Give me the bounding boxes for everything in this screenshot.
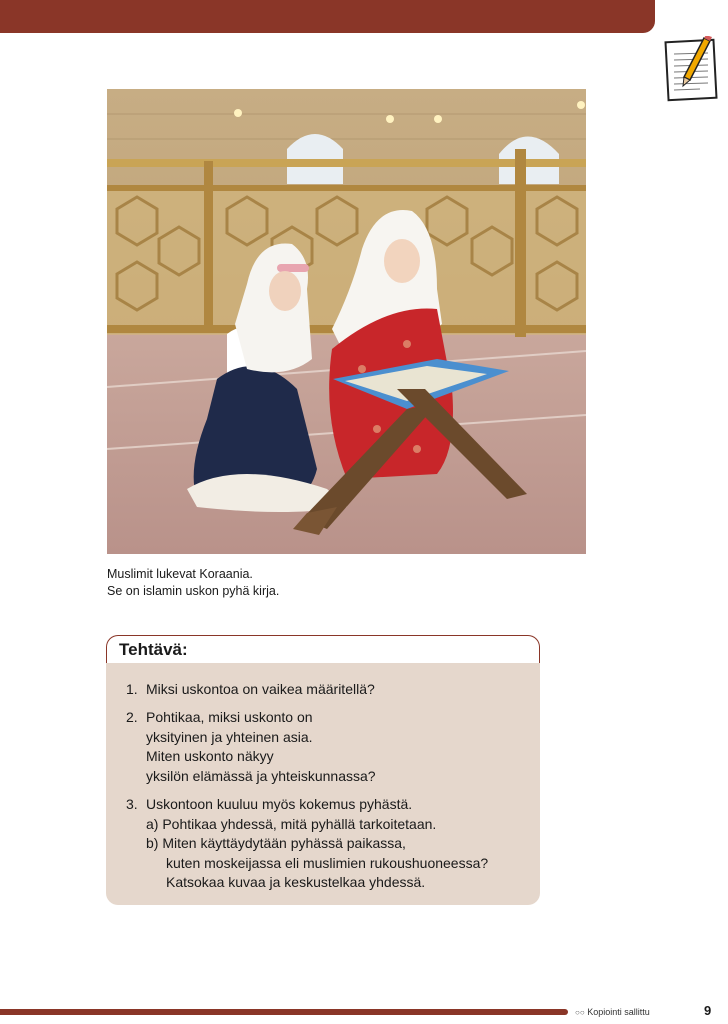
question-3-sub-b-cont: Katsokaa kuvaa ja keskustelkaa yhdessä. <box>166 874 426 890</box>
page-number: 9 <box>704 1003 712 1018</box>
question-3-sub-b-cont: kuten moskeijassa eli muslimien rukoushuoneessa? <box>166 854 489 871</box>
question-2-line: yksilön elämässä ja yhteiskunnassa? <box>146 767 376 784</box>
task-body <box>106 663 540 905</box>
caption-line-1: Muslimit lukevat Koraania. <box>107 567 253 581</box>
question-2-number: 2. <box>126 709 138 725</box>
question-1-number: 1. <box>126 681 138 697</box>
question-2-line: yksityinen ja yhteinen asia. <box>146 728 313 745</box>
question-3-line: Uskontoon kuuluu myös kokemus pyhästä. <box>146 796 413 812</box>
notepad-pencil-icon <box>664 36 718 102</box>
question-3-sub-b: b) Miten käyttäydytään pyhässä paikassa, <box>146 835 406 851</box>
header-bar <box>0 0 655 33</box>
copy-symbol-icon: ○○ <box>575 1008 585 1017</box>
task-header <box>106 635 540 664</box>
question-1-line: Miksi uskontoa on vaikea määritellä? <box>146 681 375 697</box>
footer-bar <box>0 1009 568 1015</box>
photo-girls-reading-quran <box>107 89 586 554</box>
photo-caption <box>107 566 279 600</box>
task-box <box>106 635 540 905</box>
question-3-sub-a: a) Pohtikaa yhdessä, mitä pyhällä tarkoitetaan. <box>146 815 437 832</box>
question-2-line: Miten uskonto näkyy <box>146 748 274 764</box>
question-2-line: Pohtikaa, miksi uskonto on <box>146 709 313 725</box>
copy-permission <box>575 1007 650 1017</box>
question-3-number: 3. <box>126 796 138 812</box>
copy-text: Kopiointi sallittu <box>587 1007 650 1017</box>
task-title: Tehtävä: <box>119 640 188 659</box>
caption-line-2: Se on islamin uskon pyhä kirja. <box>107 584 280 598</box>
